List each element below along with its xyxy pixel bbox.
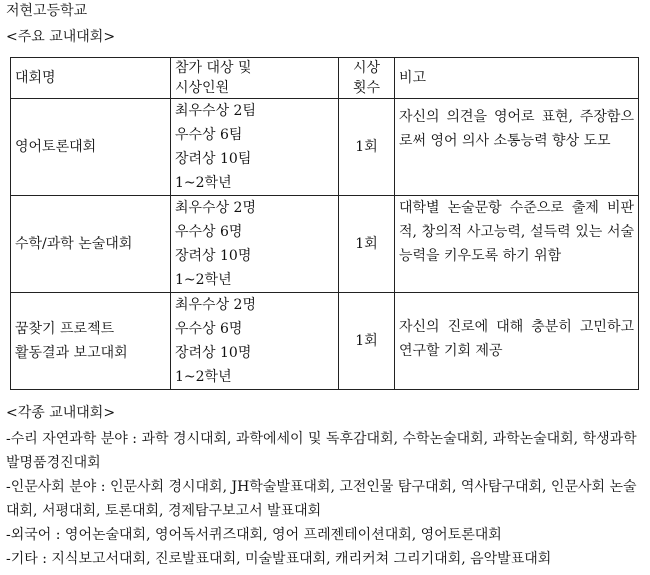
header-contest-name: 대회명 [11, 58, 171, 99]
row-notes: 자신의 의견을 영어로 표현, 주장함으로써 영어 의사 소통능력 향상 도모 [395, 99, 639, 196]
header-notes: 비고 [395, 58, 639, 99]
row-participants: 최우수상 2팀 우수상 6팀 장려상 10팀 1~2학년 [171, 99, 339, 196]
list-item: -기타 : 지식보고서대회, 진로발표대회, 미술발표대회, 캐리커쳐 그리기대회, 음악발표대회 [6, 551, 552, 567]
row-notes: 대학별 논술문항 수준으로 출제 비판적, 창의적 사고능력, 설득력 있는 서술 능력을 키우도록 하기 위함 [395, 196, 639, 293]
row-award-count: 1회 [339, 293, 395, 390]
school-name: 저현고등학교 [6, 3, 88, 19]
row-contest-name: 영어토론대회 [11, 99, 171, 196]
table-row [11, 99, 639, 196]
list-item: -외국어 : 영어논술대회, 영어독서퀴즈대회, 영어 프레젠테이션대회, 영어토론대회 [6, 527, 502, 543]
table-header-row [11, 58, 639, 99]
section-title-main-contests: <주요 교내대회> [6, 29, 116, 45]
row-participants: 최우수상 2명 우수상 6명 장려상 10명 1~2학년 [171, 196, 339, 293]
row-notes: 자신의 진로에 대해 충분히 고민하고 연구할 기회 제공 [395, 293, 639, 390]
section-title-various-contests: <각종 교내대회> [6, 405, 116, 421]
list-item: -인문사회 분야 : 인문사회 경시대회, JH학술발표대회, 고전인물 탐구대회, 역사탐구대회, 인문사회 논술대회, 서평대회, 토론대회, 경제탐구보고서 발표대회 [6, 479, 637, 519]
header-award-count: 시상 횟수 [339, 58, 395, 99]
row-contest-name: 꿈찾기 프로젝트 활동결과 보고대회 [11, 293, 171, 390]
row-award-count: 1회 [339, 99, 395, 196]
table-row [11, 196, 639, 293]
header-participants: 참가 대상 및 시상인원 [171, 58, 339, 99]
table-row [11, 293, 639, 390]
list-item: -수리 자연과학 분야 : 과학 경시대회, 과학에세이 및 독후감대회, 수학논술대회, 과학논술대회, 학생과학 발명품경진대회 [6, 431, 637, 471]
row-participants: 최우수상 2명 우수상 6명 장려상 10명 1~2학년 [171, 293, 339, 390]
row-award-count: 1회 [339, 196, 395, 293]
contest-category-list [6, 427, 646, 571]
row-contest-name: 수학/과학 논술대회 [11, 196, 171, 293]
main-contests-table [10, 57, 639, 390]
